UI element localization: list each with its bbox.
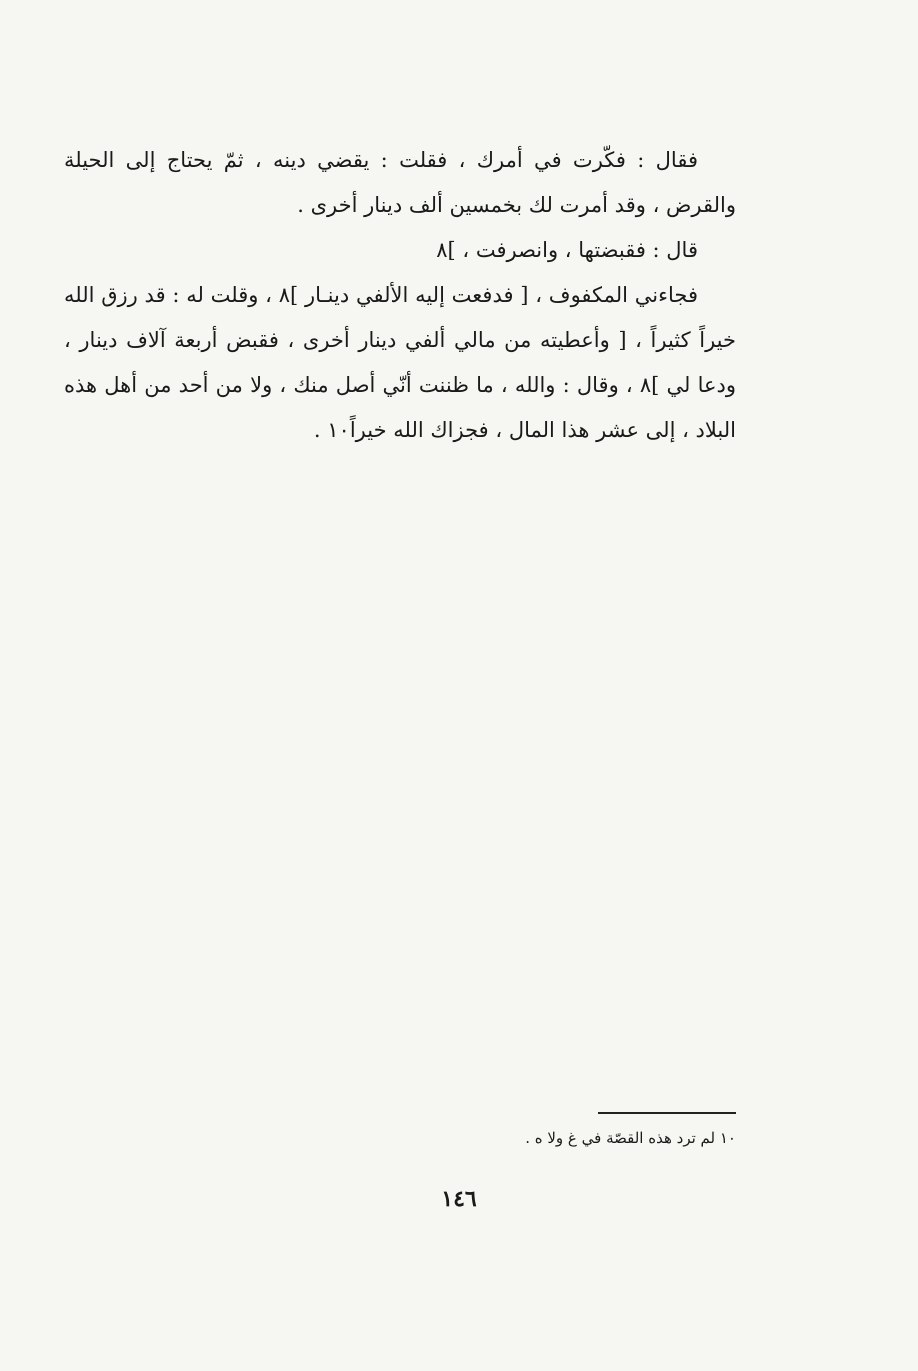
main-text-block <box>64 138 736 453</box>
footnote-separator <box>598 1112 736 1114</box>
page-number: ١٤٦ <box>441 1186 477 1212</box>
footnote-10: ١٠ لم ترد هذه القصّة في غ ولا ه . <box>525 1129 736 1147</box>
paragraph-2: قال : فقبضتها ، وانصرفت ، ]٨ <box>436 238 698 262</box>
paragraph-3: فجاءني المكفوف ، [ فدفعت إليه الألفي دينـار ]٨ ، وقلت له : قد رزق الله خيراً كثيراً ، [ وأعطيته من مالي ألفي دينار أخرى ، فقبض أربعة آلاف دينار ، ودعا لي ]٨ ، وقال : والله ، ما ظننت أنّي أصل منك ، ولا من أحد من أهل هذه البلاد ، إلى عشر هذا المال ، فجزاك الله خيراً١٠ . <box>64 283 736 442</box>
paragraph-1: فقال : فكّرت في أمرك ، فقلت : يقضي دينه ، ثمّ يحتاج إلى الحيلة والقرض ، وقد أمرت لك بخمسين ألف دينار أخرى . <box>64 148 736 217</box>
